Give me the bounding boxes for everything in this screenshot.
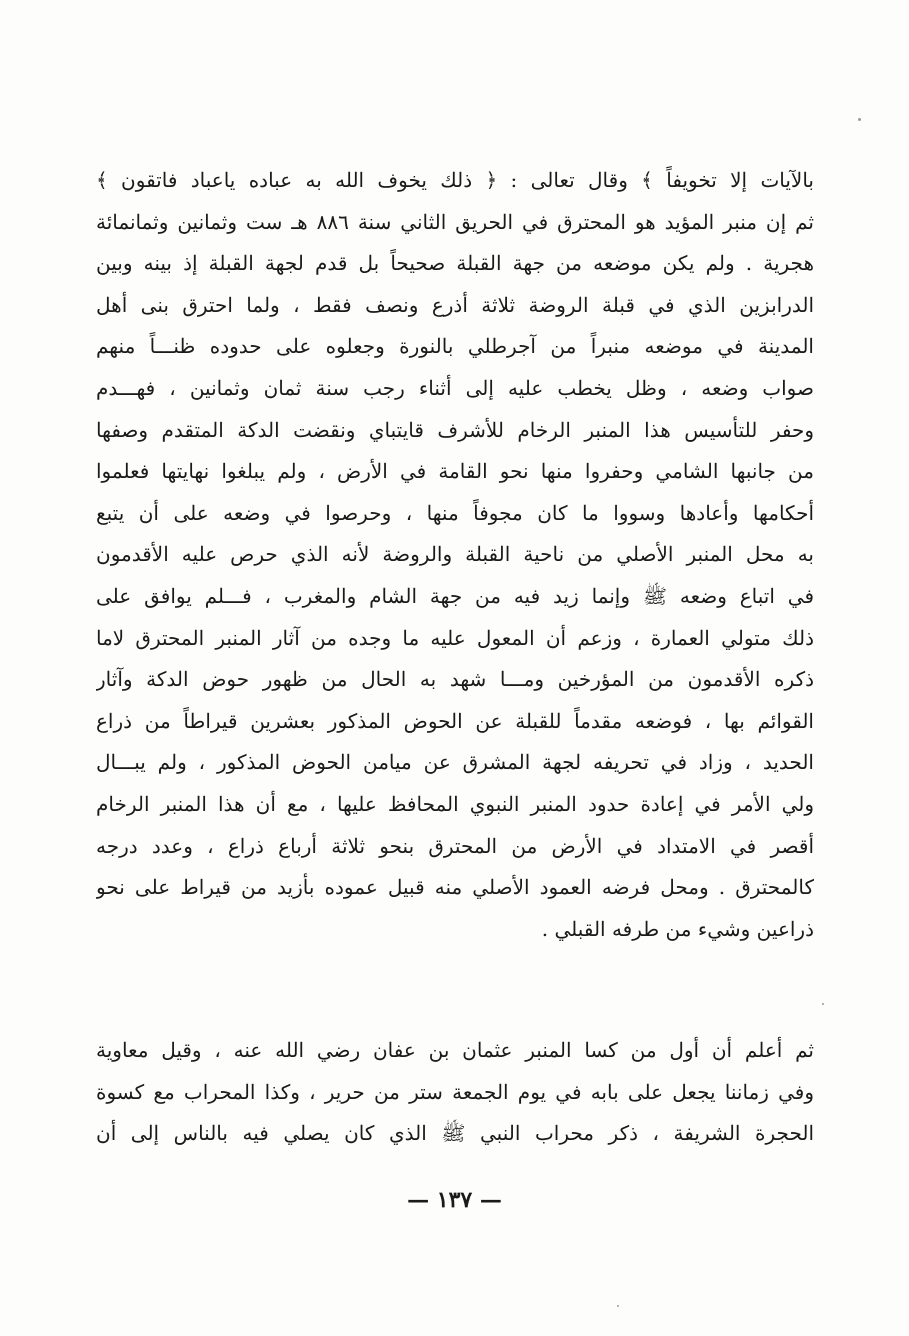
text-line: القوائم بها ، فوضعه مقدماً للقبلة عن الحوض المذكور بعشرين قيراطاً من ذراع: [96, 708, 814, 733]
text-line: كالمحترق . ومحل فرضه العمود الأصلي منه قبيل عموده بأزيد من قيراط على نحو: [96, 875, 814, 900]
text-line: المدينة في موضعه منبراً من آجرطلي بالنورة وجعلوه على حدوده ظنـــاً منهم: [96, 334, 814, 359]
text-line: ذراعين وشيء من طرفه القبلي .: [541, 916, 814, 941]
text-line: صواب وضعه ، وظل يخطب عليه إلى أثناء رجب سنة ثمان وثمانين ، فهـــدم: [96, 375, 814, 400]
text-line: الحديد ، وزاد في تحريفه لجهة المشرق عن ميامن الحوض المذكور ، ولم يبـــال: [96, 750, 814, 775]
text-line: ذلك متولي العمارة ، وزعم أن المعول عليه ما وجده من آثار المنبر المحترق لاما: [96, 625, 814, 650]
text-line: ثم أعلم أن أول من كسا المنبر عثمان بن عفان رضي الله عنه ، وقيل معاوية: [96, 1038, 814, 1062]
text-line: هجرية . ولم يكن موضعه من جهة القبلة صحيحاً بل قدم لجهة القبلة إذ بينه وبين: [96, 251, 814, 276]
text-line: بالآيات إلا تخويفاً ﴾ وقال تعالى : ﴿ ذلك يخوف الله به عباده ياعباد فاتقون ﴾: [96, 168, 814, 192]
text-line: أقصر في الامتداد في الأرض من المحترق بنحو ثلاثة أرباع ذراع ، وعدد درجه: [96, 833, 814, 858]
main-paragraph: [96, 160, 814, 950]
paper-speck: [822, 1003, 824, 1005]
paper-speck: [617, 1305, 619, 1307]
page-number: — ١٣٧ —: [407, 1187, 502, 1213]
text-line: وفي زماننا يجعل على بابه في يوم الجمعة ستر من حرير ، وكذا المحراب مع كسوة: [96, 1079, 814, 1104]
text-line: أحكامها وأعادها وسووا ما كان مجوفاً منها ، وحرصوا في وضعه على أن يتبع: [96, 500, 814, 525]
text-line: الحجرة الشريفة ، ذكر محراب النبي ﷺ الذي كان يصلي فيه بالناس إلى أن: [96, 1121, 814, 1146]
text-line: وحفر للتأسيس هذا المنبر الرخام للأشرف قايتباي ونقضت الدكة المتقدم وصفها: [96, 417, 814, 442]
text-line: من جانبها الشامي وحفروا منها نحو القامة في الأرض ، ولم يبلغوا نهايتها فعلموا: [96, 459, 814, 484]
text-line: ذكره الأقدمون من المؤرخين ومـــا شهد به الحال من ظهور حوض الدكة وآثار: [96, 667, 814, 692]
text-line: في اتباع وضعه ﷺ وإنما زيد فيه من جهة الشام والمغرب ، فـــلم يوافق على: [96, 583, 814, 608]
text-line: به محل المنبر الأصلي من ناحية القبلة والروضة لأنه الذي حرص عليه الأقدمون: [96, 542, 814, 567]
paper-speck: [858, 118, 861, 121]
text-line: الدرابزين الذي في قبلة الروضة ثلاثة أذرع ونصف فقط ، ولما احترق بنى أهل: [96, 292, 814, 317]
text-line: ولي الأمر في إعادة حدود المنبر النبوي المحافظ عليها ، مع أن هذا المنبر الرخام: [96, 791, 814, 816]
text-line: ثم إن منبر المؤيد هو المحترق في الحريق الثاني سنة ٨٨٦ هـ ست وثمانين وثمانمائة: [96, 209, 814, 234]
second-paragraph: [96, 1030, 814, 1155]
